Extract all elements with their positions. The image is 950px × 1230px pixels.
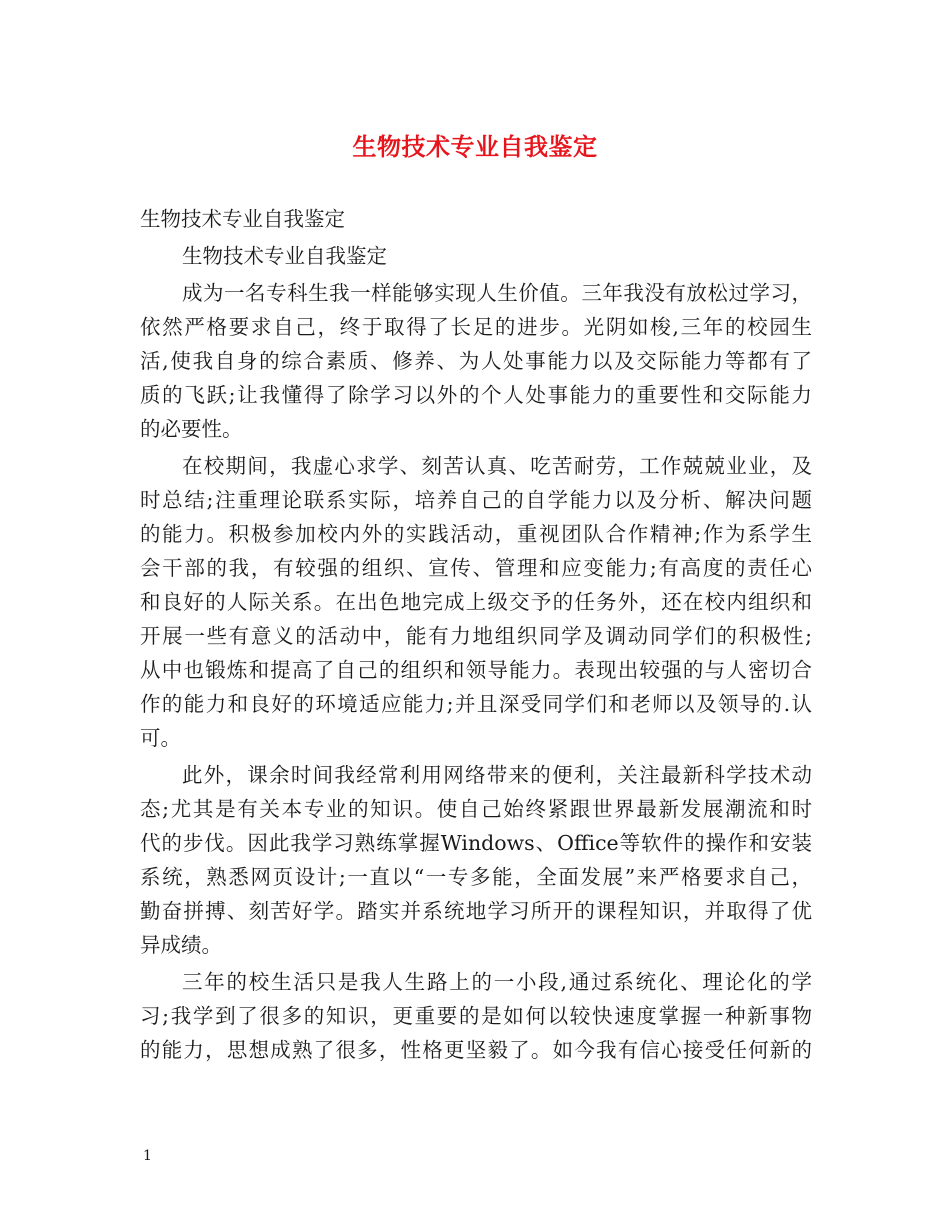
paragraph-line: 异成绩。 bbox=[140, 933, 222, 957]
page-number: 1 bbox=[143, 1148, 152, 1164]
paragraph-line: 的必要性。 bbox=[140, 417, 243, 441]
paragraph-line: 代的步伐。因此我学习熟练掌握Windows、Office等软件的操作和安装 bbox=[140, 831, 812, 855]
paragraph-line: 开展一些有意义的活动中，能有力地组织同学及调动同学们的积极性; bbox=[140, 624, 812, 648]
paragraph-2 bbox=[140, 449, 812, 755]
paragraph-line: 的能力。积极参加校内外的实践活动，重视团队合作精神;作为系学生 bbox=[140, 522, 812, 546]
paragraph-line: 习;我学到了很多的知识，更重要的是如何以较快速度掌握一种新事物 bbox=[140, 1004, 812, 1028]
heading-indented: 生物技术专业自我鉴定 bbox=[182, 244, 387, 268]
document-title: 生物技术专业自我鉴定 bbox=[352, 132, 598, 161]
paragraph-line: 成为一名专科生我一样能够实现人生价值。三年我没有放松过学习， bbox=[182, 281, 812, 305]
paragraph-line: 会干部的我，有较强的组织、宣传、管理和应变能力;有高度的责任心 bbox=[140, 556, 812, 580]
paragraph-line: 态;尤其是有关本专业的知识。使自己始终紧跟世界最新发展潮流和时 bbox=[140, 797, 812, 821]
document-body bbox=[140, 202, 812, 1070]
paragraph-line: 此外，课余时间我经常利用网络带来的便利，关注最新科学技术动 bbox=[182, 763, 812, 787]
paragraph-line: 活,使我自身的综合素质、修养、为人处事能力以及交际能力等都有了 bbox=[140, 349, 812, 373]
heading-plain: 生物技术专业自我鉴定 bbox=[140, 207, 345, 231]
paragraph-line: 勤奋拼搏、刻苦好学。踏实并系统地学习所开的课程知识，并取得了优 bbox=[140, 899, 812, 923]
paragraph-line: 系统，熟悉网页设计;一直以“一专多能，全面发展”来严格要求自己， bbox=[140, 865, 812, 889]
paragraph-line: 质的飞跃;让我懂得了除学习以外的个人处事能力的重要性和交际能力 bbox=[140, 383, 812, 407]
paragraph-line: 三年的校生活只是我人生路上的一小段,通过系统化、理论化的学 bbox=[182, 970, 812, 994]
paragraph-line: 作的能力和良好的环境适应能力;并且深受同学们和老师以及领导的.认 bbox=[140, 692, 812, 716]
paragraph-line: 从中也锻炼和提高了自己的组织和领导能力。表现出较强的与人密切合 bbox=[140, 658, 812, 682]
paragraph-3 bbox=[140, 758, 812, 962]
paragraph-line: 时总结;注重理论联系实际，培养自己的自学能力以及分析、解决问题 bbox=[140, 488, 812, 512]
paragraph-line: 依然严格要求自己，终于取得了长足的进步。光阴如梭,三年的校园生 bbox=[140, 315, 812, 339]
paragraph-4 bbox=[140, 965, 812, 1067]
paragraph-line: 可。 bbox=[140, 726, 181, 750]
paragraph-line: 在校期间，我虚心求学、刻苦认真、吃苦耐劳，工作兢兢业业，及 bbox=[182, 454, 812, 478]
paragraph-1 bbox=[140, 276, 812, 446]
paragraph-line: 和良好的人际关系。在出色地完成上级交予的任务外，还在校内组织和 bbox=[140, 590, 812, 614]
paragraph-line: 的能力，思想成熟了很多，性格更坚毅了。如今我有信心接受任何新的 bbox=[140, 1038, 812, 1062]
